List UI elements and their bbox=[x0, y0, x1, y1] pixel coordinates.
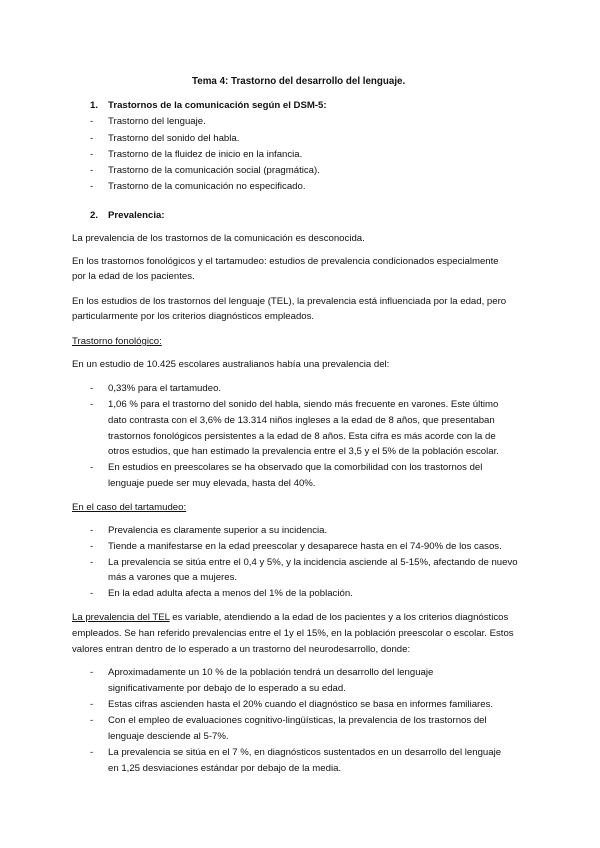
bullet-dash: - bbox=[90, 116, 94, 127]
list-item: Trastorno del lenguaje. bbox=[108, 116, 206, 127]
list-item-line: Aproximadamente un 10 % de la población tendrá un desarrollo del lenguaje bbox=[108, 667, 434, 678]
bullet-dash: - bbox=[90, 667, 94, 678]
list-item-line: Con el empleo de evaluaciones cognitivo-lingüísticas, la prevalencia de los trastornos del bbox=[108, 715, 487, 726]
bullet-dash: - bbox=[90, 133, 94, 144]
bullet-dash: - bbox=[90, 165, 94, 176]
list-item-line: En estudios en preescolares se ha observado que la comorbilidad con los trastornos del bbox=[108, 462, 483, 473]
list-item: Trastorno de la comunicación no especificado. bbox=[108, 181, 306, 192]
list-item: En la edad adulta afecta a menos del 1% de la población. bbox=[108, 588, 353, 599]
section-1-number: 1. bbox=[90, 100, 99, 111]
list-item-line: lenguaje desciende al 5-7%. bbox=[108, 731, 229, 742]
paragraph: En un estudio de 10.425 escolares australianos había una prevalencia del: bbox=[72, 359, 390, 370]
tel-lead: La prevalencia del TEL bbox=[72, 612, 170, 623]
list-item-line: 1,06 % para el trastorno del sonido del habla, siendo más frecuente en varones. Este último bbox=[108, 399, 499, 410]
list-item-line: La prevalencia se sitúa entre el 0,4 y 5%, y la incidencia asciende al 5-15%, afectando de nuevo bbox=[108, 557, 518, 568]
list-item-line: en 1,25 desviaciones estándar por debajo de la media. bbox=[108, 763, 342, 774]
section-2-number: 2. bbox=[90, 210, 99, 221]
bullet-dash: - bbox=[90, 715, 94, 726]
list-item-line: trastornos fonológicos persistentes a la edad de 8 años. Esta cifra es más acorde con la de bbox=[108, 431, 496, 442]
bullet-dash: - bbox=[90, 181, 94, 192]
list-item: Trastorno de la fluidez de inicio en la infancia. bbox=[108, 149, 303, 160]
section-1-heading: Trastornos de la comunicación según el DSM-5: bbox=[108, 100, 327, 111]
section-2-heading: Prevalencia: bbox=[108, 210, 165, 221]
bullet-dash: - bbox=[90, 399, 94, 410]
bullet-dash: - bbox=[90, 525, 94, 536]
subsection-heading: Trastorno fonológico: bbox=[72, 336, 162, 347]
document-title: Tema 4: Trastorno del desarrollo del lenguaje. bbox=[192, 76, 406, 87]
list-item-line: más a varones que a mujeres. bbox=[108, 572, 238, 583]
list-item: Prevalencia es claramente superior a su incidencia. bbox=[108, 525, 328, 536]
list-item-line: otros estudios, que han estimado la prevalencia entre el 3,5 y el 5% de la población escolar. bbox=[108, 446, 499, 457]
bullet-dash: - bbox=[90, 541, 94, 552]
list-item-line: dato contrasta con el 3,6% de 13.314 niños ingleses a la edad de 8 años, que presentaban bbox=[108, 415, 495, 426]
list-item: Trastorno de la comunicación social (pragmática). bbox=[108, 165, 320, 176]
bullet-dash: - bbox=[90, 462, 94, 473]
subsection-heading: En el caso del tartamudeo: bbox=[72, 502, 187, 513]
bullet-dash: - bbox=[90, 699, 94, 710]
bullet-dash: - bbox=[90, 383, 94, 394]
list-item: 0,33% para el tartamudeo. bbox=[108, 383, 222, 394]
paragraph: La prevalencia de los trastornos de la comunicación es desconocida. bbox=[72, 233, 365, 244]
list-item-line: La prevalencia se sitúa en el 7 %, en diagnósticos sustentados en un desarrollo del lenguaje bbox=[108, 747, 502, 758]
list-item: Tiende a manifestarse en la edad preescolar y desaparece hasta en el 74-90% de los casos. bbox=[108, 541, 502, 552]
bullet-dash: - bbox=[90, 588, 94, 599]
list-item-line: lenguaje puede ser muy elevada, hasta del 40%. bbox=[108, 478, 316, 489]
list-item-line: significativamente por debajo de lo esperado a su edad. bbox=[108, 683, 346, 694]
paragraph-line: particularmente por los criterios diagnósticos empleados. bbox=[72, 311, 315, 322]
tel-lead-rest: es variable, atendiendo a la edad de los pacientes y a los criterios diagnósticos bbox=[169, 612, 509, 623]
paragraph-line: valores entran dentro de lo esperado a un trastorno del neurodesarrollo, donde: bbox=[72, 644, 411, 655]
bullet-dash: - bbox=[90, 557, 94, 568]
paragraph-line: por la edad de los pacientes. bbox=[72, 271, 195, 282]
bullet-dash: - bbox=[90, 747, 94, 758]
list-item: Estas cifras ascienden hasta el 20% cuando el diagnóstico se basa en informes familiares. bbox=[108, 699, 494, 710]
paragraph-line bbox=[72, 612, 508, 624]
list-item: Trastorno del sonido del habla. bbox=[108, 133, 240, 144]
bullet-dash: - bbox=[90, 149, 94, 160]
paragraph-line: En los trastornos fonológicos y el tartamudeo: estudios de prevalencia condicionados especialmente bbox=[72, 256, 499, 267]
paragraph-line: empleados. Se han referido prevalencias entre el 1y el 15%, en la población preescolar o escolar. Estos bbox=[72, 628, 514, 639]
paragraph-line: En los estudios de los trastornos del lenguaje (TEL), la prevalencia está influenciada por la edad, pero bbox=[72, 296, 507, 307]
